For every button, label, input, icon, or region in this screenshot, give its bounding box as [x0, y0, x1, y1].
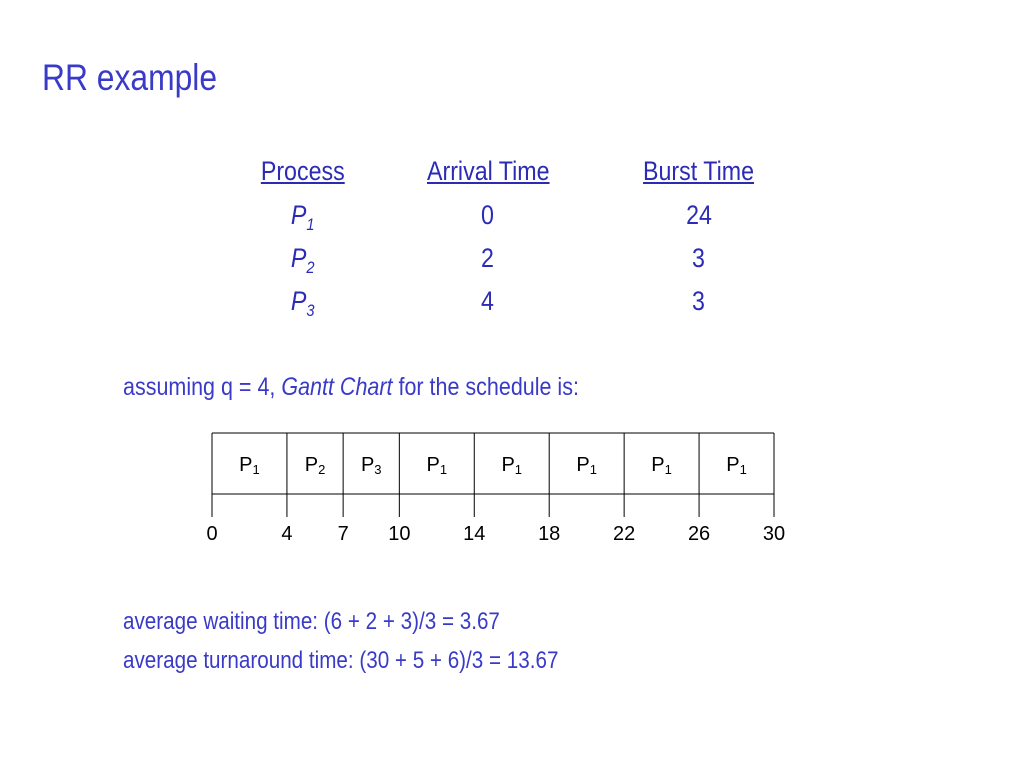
- gantt-tick-label: 30: [762, 523, 786, 545]
- gantt-tick-label: 26: [687, 523, 711, 545]
- header-burst-time: Burst Time: [643, 156, 755, 186]
- process-name: $P_2$: [291, 243, 315, 277]
- arrival-time-value: 4: [481, 286, 495, 316]
- gantt-chart-term: Gantt Chart: [281, 373, 393, 401]
- arrival-time-value: 0: [481, 200, 495, 230]
- gantt-tick-label: 10: [388, 523, 411, 545]
- gantt-tick-label: 18: [538, 523, 561, 545]
- header-process: Process: [261, 156, 345, 186]
- gantt-tick-label: 7: [337, 523, 349, 545]
- gantt-segment-label: P1: [576, 454, 597, 477]
- gantt-tick-label: 0: [206, 523, 218, 545]
- burst-time-value: 24: [686, 200, 712, 230]
- average-turnaround-time: average turnaround time: (30 + 5 + 6)/3 = 13.67: [123, 647, 559, 674]
- gantt-segment-label: P1: [501, 454, 523, 477]
- gantt-tick-label: 22: [613, 523, 636, 545]
- gantt-segment-label: P1: [426, 454, 448, 477]
- slide-title: RR example: [42, 57, 218, 98]
- gantt-segment-label: P1: [651, 454, 672, 477]
- assumption-text: assuming q = 4, Gantt Chart for the schedule is:: [123, 373, 579, 401]
- burst-time-value: 3: [692, 243, 706, 273]
- average-waiting-time: average waiting time: (6 + 2 + 3)/3 = 3.67: [123, 608, 500, 635]
- gantt-tick-label: 14: [463, 523, 486, 545]
- header-arrival-time: Arrival Time: [426, 156, 550, 186]
- gantt-segment-label: P1: [726, 454, 747, 477]
- gantt-segment-label: P2: [304, 454, 326, 477]
- burst-time-value: 3: [692, 286, 706, 316]
- gantt-tick-label: 4: [281, 523, 293, 545]
- arrival-time-value: 2: [481, 243, 495, 273]
- gantt-segment-label: P3: [360, 454, 382, 477]
- gantt-segment-label: P1: [239, 454, 260, 477]
- process-name: $P_3$: [291, 286, 315, 320]
- process-name: $P_1$: [291, 200, 315, 234]
